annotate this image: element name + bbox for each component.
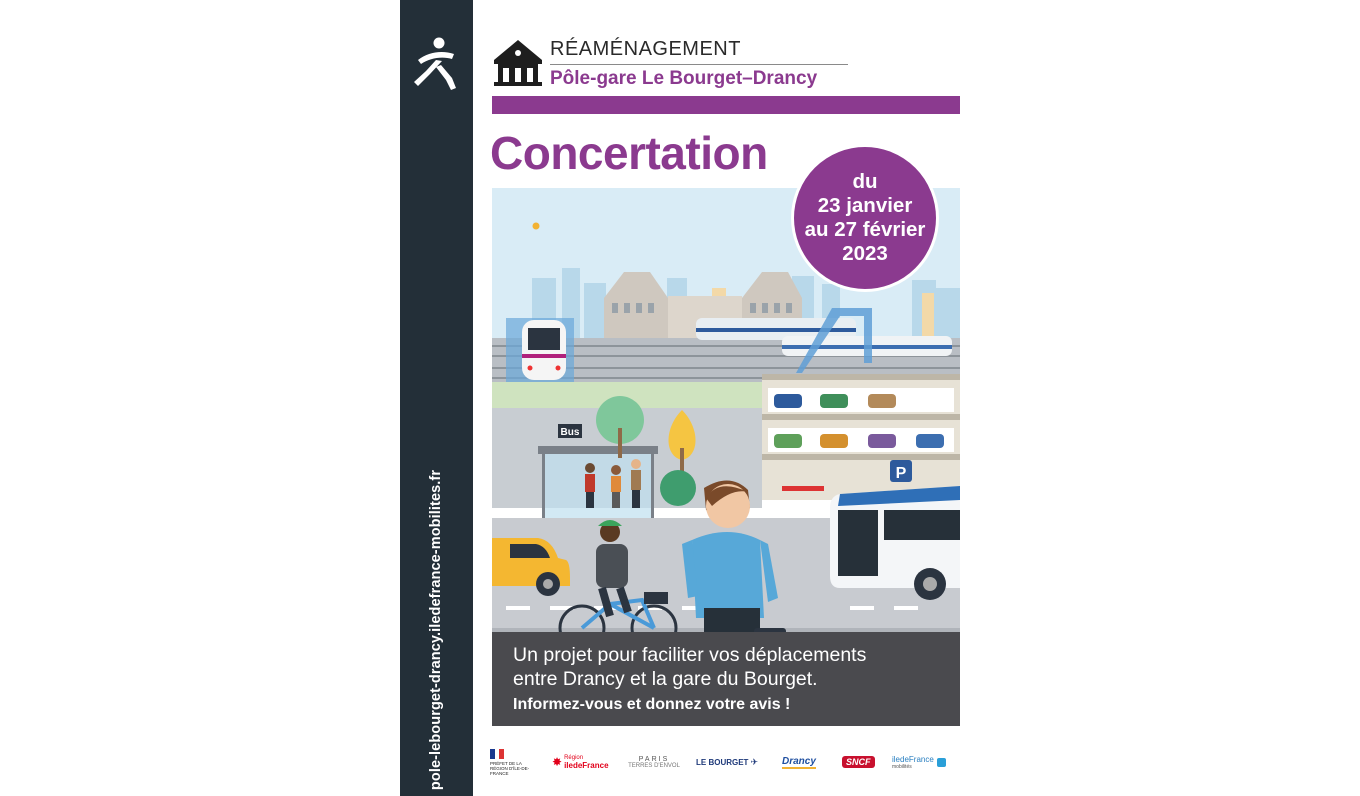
paris-sub-label: TERRES D'ENVOL — [628, 762, 680, 769]
idfm-logo — [892, 742, 960, 782]
header-kicker: RÉAMÉNAGEMENT — [550, 38, 741, 60]
idfm-sub-label: mobilités — [892, 763, 912, 770]
header-purple-bar — [492, 96, 960, 114]
date-badge — [791, 144, 939, 292]
date-badge-line4: 2023 — [842, 242, 888, 265]
parking-sign: P — [895, 465, 907, 482]
date-badge-line3: au 27 février — [804, 218, 926, 241]
prefecture-label: PRÉFET DE LA RÉGION D'ÎLE-DE-FRANCE — [490, 760, 530, 776]
page-title: Concertation — [490, 127, 768, 179]
date-badge-line2: 23 janvier — [817, 194, 913, 217]
bus-stop-sign: Bus — [560, 427, 580, 438]
website-url[interactable]: pole-lebourget-drancy.iledefrance-mobilites.fr — [428, 469, 444, 791]
region-sub-label: iledeFrance — [564, 760, 609, 770]
date-badge-line1: du — [852, 170, 878, 193]
french-flag-icon — [490, 749, 504, 759]
idfm-label: iledeFrance — [892, 754, 934, 764]
partner-logos — [490, 742, 960, 782]
drancy-logo — [782, 742, 832, 782]
caption-call-to-action: Informez-vous et donnez votre avis ! — [513, 696, 791, 713]
header-divider — [550, 64, 848, 65]
paris-label: PARIS — [638, 755, 670, 763]
drancy-label: Drancy — [782, 755, 816, 767]
station-house-icon — [492, 38, 544, 86]
region-label: Région — [564, 754, 584, 761]
caption-line2: entre Drancy et la gare du Bourget. — [513, 668, 818, 690]
caption-box — [492, 632, 960, 726]
sncf-logo — [842, 742, 882, 782]
region-logo: ✸ Région iledeFrance — [552, 754, 609, 770]
ile-de-france-mobilites-person-icon — [412, 34, 460, 94]
le-bourget-label: LE BOURGET — [696, 757, 749, 767]
paris-terres-envol-logo — [626, 742, 682, 782]
caption-line1: Un projet pour faciliter vos déplacements — [513, 644, 867, 666]
sncf-label: SNCF — [842, 756, 875, 768]
prefecture-logo — [490, 742, 540, 782]
header-title: Pôle-gare Le Bourget–Drancy — [550, 68, 818, 89]
side-band — [400, 0, 473, 796]
concertation-poster — [400, 0, 960, 796]
le-bourget-logo: LE BOURGET ✈ — [696, 756, 758, 767]
